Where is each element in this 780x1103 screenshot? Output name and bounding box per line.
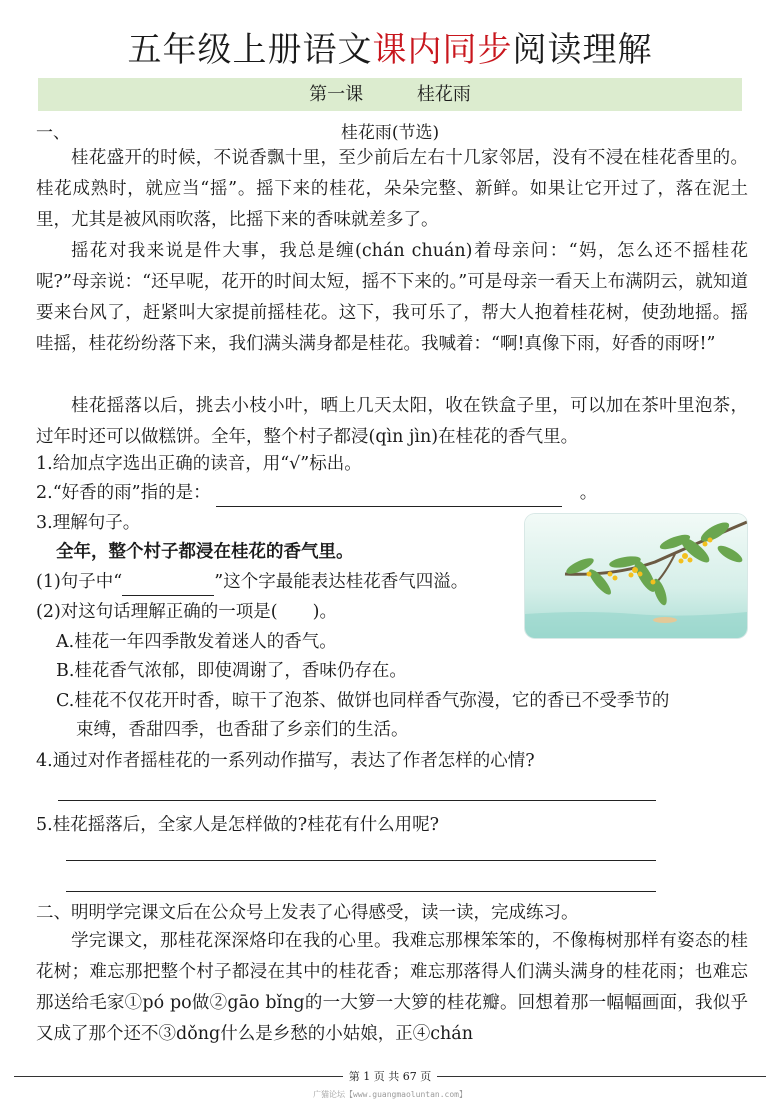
title-highlight: 课内同步 [372,30,513,70]
page-title [0,22,780,71]
lesson-number: 第一课 [309,84,364,105]
passage-paragraph-3: 桂花摇落以后，挑去小枝小叶，晒上几天太阳，收在铁盒子里，可以加在茶叶里泡茶，过年时还可以做糕饼。全年，整个村子都浸(qìn jìn)在桂花的香气里。 [36,396,748,447]
watermark: 广猫论坛【www.guangmaoluntan.com】 [313,1090,467,1099]
question-3-1-answer-blank[interactable] [122,576,214,596]
passage-subtitle: 桂花雨(节选) [340,123,440,143]
option-c-continued: 束缚，香甜四季，也香甜了乡亲们的生活。 [76,720,409,740]
page-number: 第 1 页 共 67 页 [343,1070,437,1083]
question-3-1 [36,568,468,596]
question-2-end: 。 [579,483,598,503]
section-two-paragraph: 学完课文，那桂花深深烙印在我的心里。我难忘那棵笨笨的，不像梅树那样有姿态的桂花树；难忘那把整个村子都浸在其中的桂花香；难忘那落得人们满头满身的桂花雨；也难忘那送给毛家①pó po做②gāo bǐng的一大箩一大箩的桂花瓣。回想着那一幅幅画面，我似乎又成了那个还不③dǒng什么是乡愁的小姑娘，正④chán [36,931,748,1044]
title-part1: 五年级上册语文 [127,30,373,70]
option-b[interactable]: B.桂花香气浓郁，即使凋谢了，香味仍存在。 [56,661,407,681]
passage-paragraph-1: 桂花盛开的时候，不说香飘十里，至少前后左右十几家邻居，没有不浸在桂花香里的。桂花成熟时，就应当“摇”。摇下来的桂花，朵朵完整、新鲜。如果让它开过了，落在泥土里，尤其是被风雨吹落，比摇下来的香味就差多了。 [36,148,748,230]
question-3-sentence: 全年，整个村子都浸在桂花的香气里。 [56,542,354,562]
title-part3: 阅读理解 [512,30,653,70]
section-two-heading: 二、明明学完课文后在公众号上发表了心得感受，读一读，完成练习。 [36,903,579,923]
option-c[interactable]: C.桂花不仅花开时香，晾干了泡茶、做饼也同样香气弥漫，它的香已不受季节的 [56,691,670,711]
question-3: 3.理解句子。 [36,513,141,533]
question-2-text: 2.“好香的雨”指的是： [36,483,211,503]
question-5: 5.桂花摇落后，全家人是怎样做的?桂花有什么用呢? [36,815,439,835]
osmanthus-branch-image [525,514,747,638]
passage-paragraph-2: 摇花对我来说是件大事，我总是缠(chán chuán)着母亲问：“妈，怎么还不摇桂花呢?”母亲说：“还早呢，花开的时间太短，摇不下来的。”可是母亲一看天上布满阴云，就知道要来台风了，赶紧叫大家提前摇桂花。这下，我可乐了，帮大人抱着桂花树，使劲地摇。摇哇摇，桂花纷纷落下来，我们满头满身都是桂花。我喊着：“啊!真像下雨，好香的雨呀!” [36,241,748,354]
question-2 [36,479,597,507]
option-a[interactable]: A.桂花一年四季散发着迷人的香气。 [56,632,337,652]
question-5-answer-line-2[interactable] [66,891,656,892]
question-4-answer-line[interactable] [58,800,656,801]
osmanthus-illustration [525,514,747,638]
question-1: 1.给加点字选出正确的读音，用“√”标出。 [36,454,362,474]
lesson-header-bar [38,78,742,111]
question-3-1-pre: (1)句子中“ [36,572,123,592]
lesson-name: 桂花雨 [416,84,471,105]
question-2-answer-blank[interactable] [216,487,562,507]
question-4: 4.通过对作者摇桂花的一系列动作描写，表达了作者怎样的心情? [36,751,535,771]
question-3-2: (2)对这句话理解正确的一项是( )。 [36,602,337,622]
question-3-1-post: ”这个字最能表达桂花香气四溢。 [214,572,469,592]
page-footer [0,1068,780,1084]
section-one-number: 一、 [36,123,70,143]
question-5-answer-line-1[interactable] [66,860,656,861]
